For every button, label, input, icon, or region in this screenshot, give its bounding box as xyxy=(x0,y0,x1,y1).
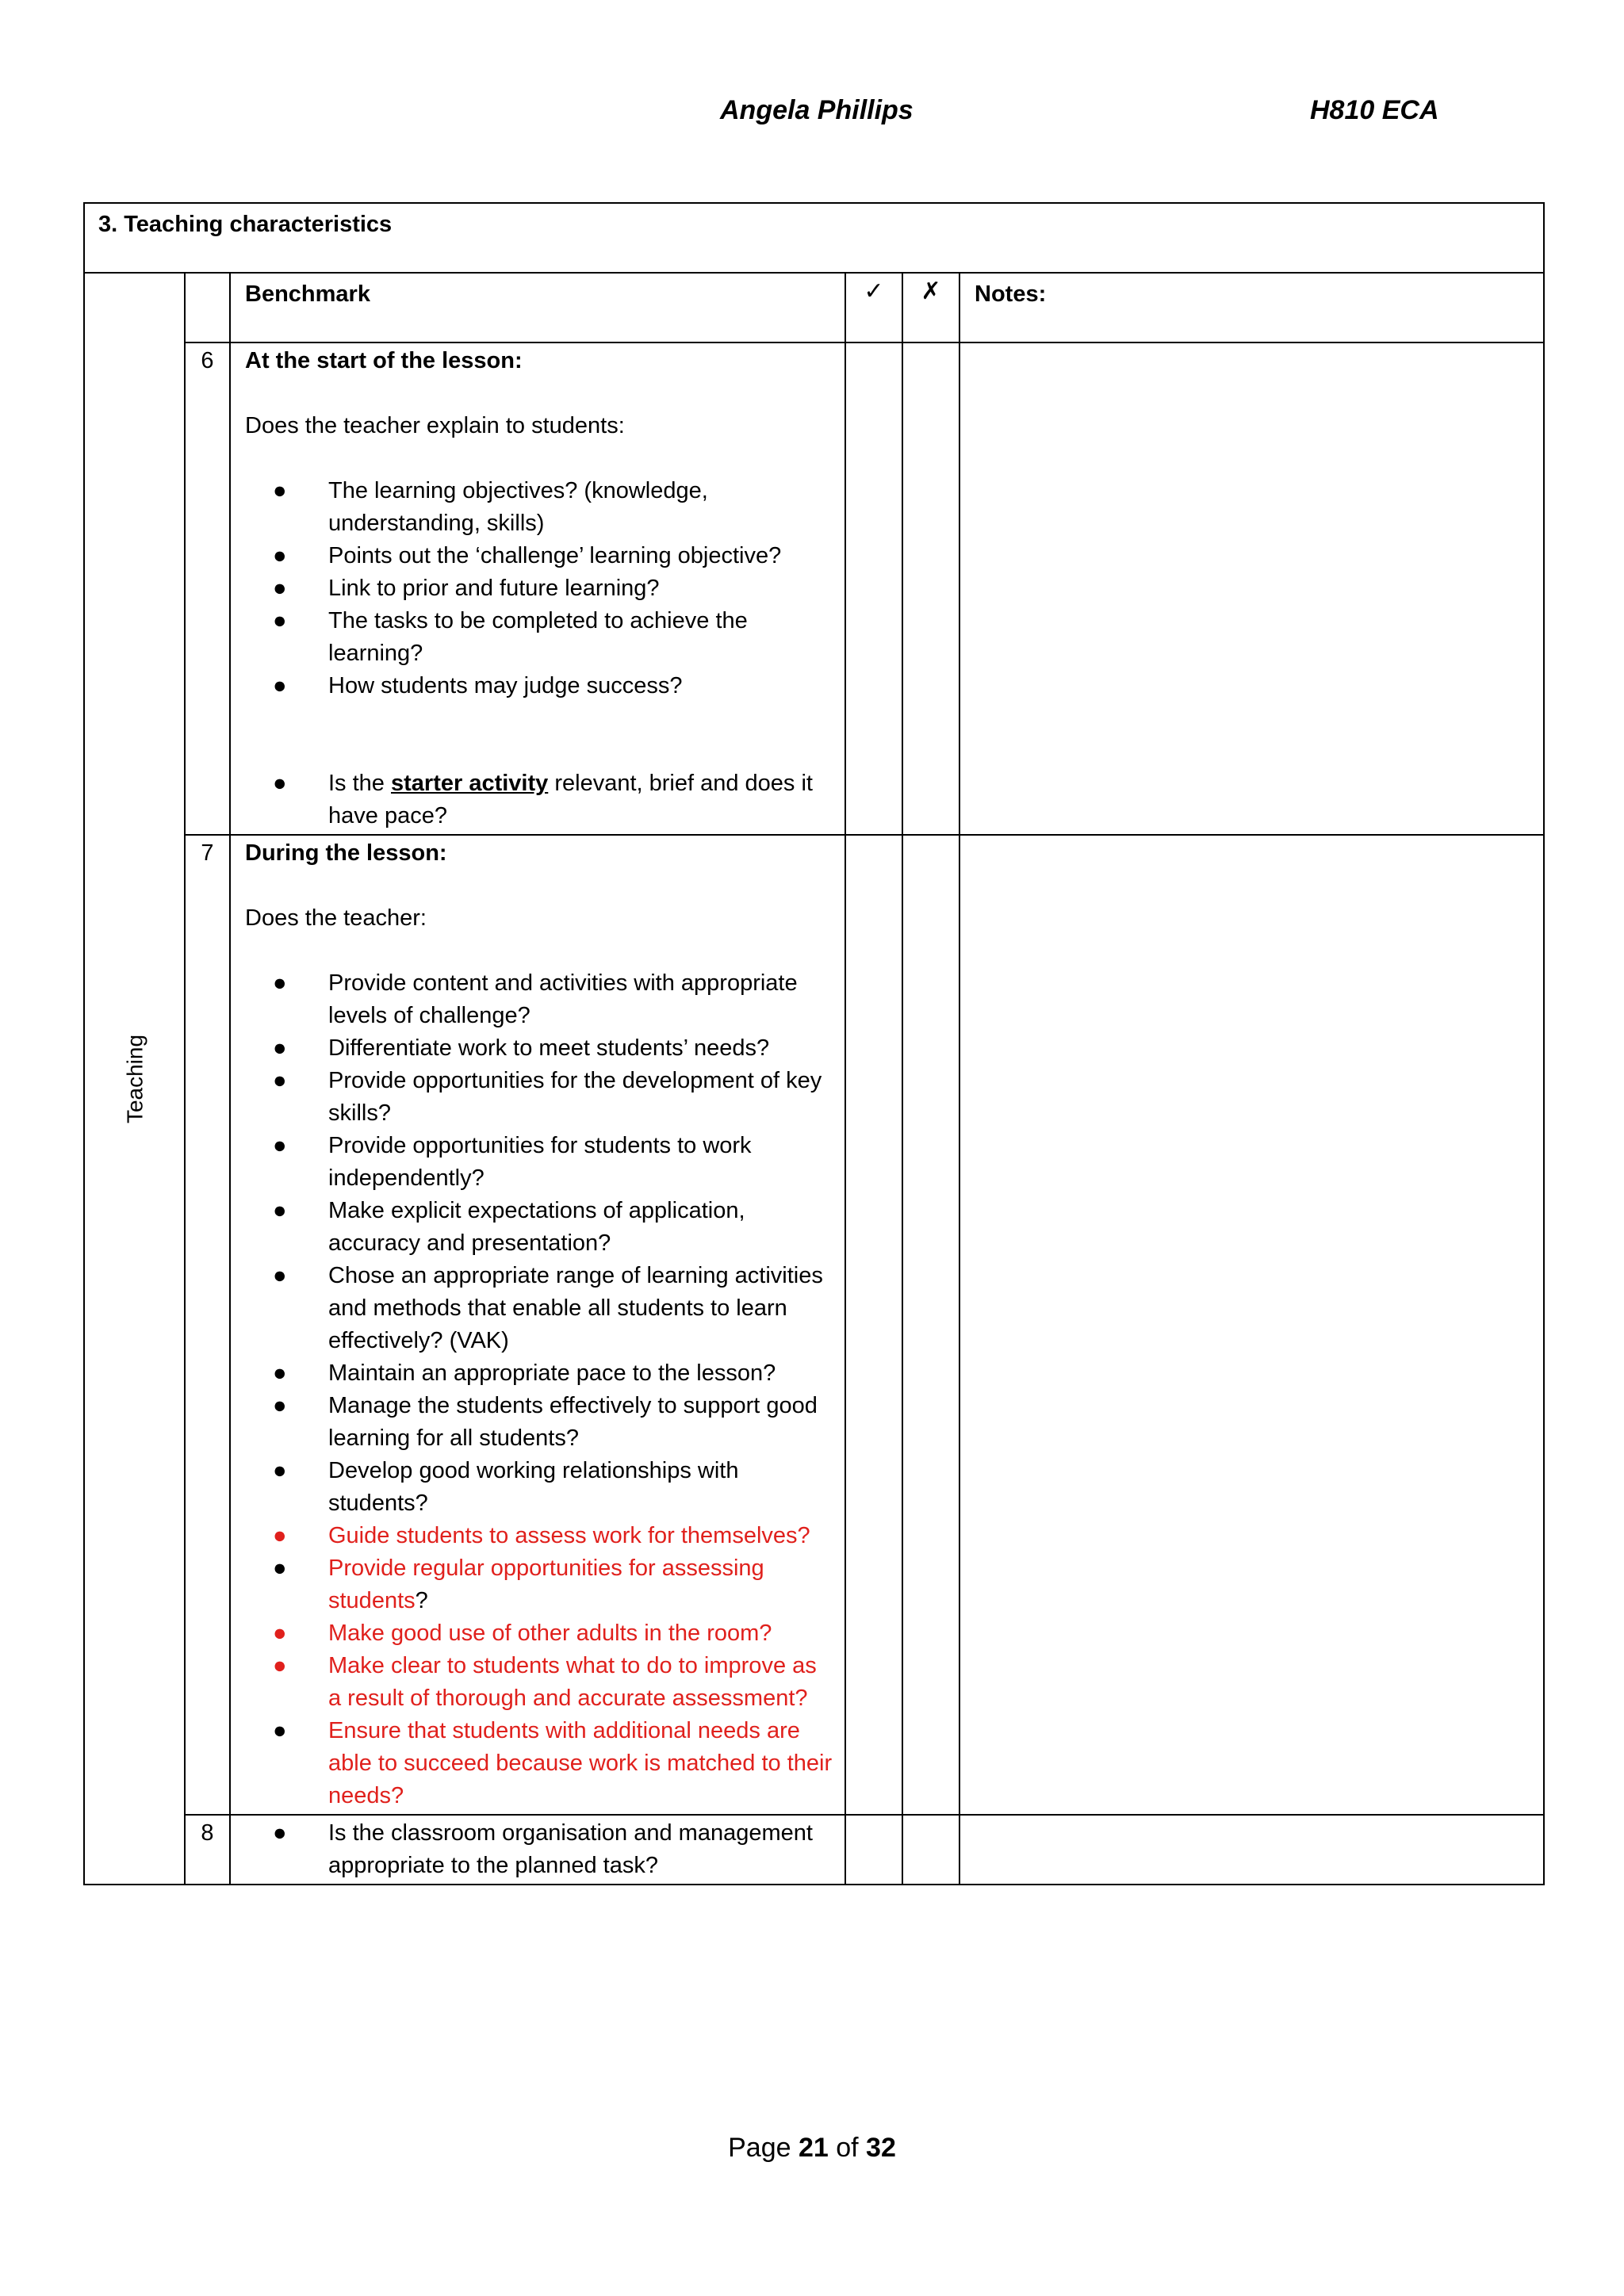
list-item: ● Make explicit expectations of application, accuracy and presentation? xyxy=(273,1198,745,1256)
teaching-characteristics-table xyxy=(83,202,1545,1885)
list-item-highlighted: ● Guide students to assess work for themselves? xyxy=(273,1523,810,1548)
list-item: ● Develop good working relationships with students? xyxy=(273,1458,739,1516)
bullet-list xyxy=(245,1817,835,1882)
list-item: ● Chose an appropriate range of learning activities and methods that enable all students to learn effectively? (VAK) xyxy=(273,1263,823,1353)
tick-cell[interactable] xyxy=(845,1815,902,1885)
bullet-list xyxy=(245,475,835,702)
list-item: ● Maintain an appropriate pace to the lesson? xyxy=(273,1360,776,1386)
cross-cell[interactable] xyxy=(902,342,959,835)
list-item: ● Is the starter activity relevant, brief and does it have pace? xyxy=(273,771,813,828)
list-item: ● Differentiate work to meet students’ needs? xyxy=(273,1035,770,1061)
section-title: 3. Teaching characteristics xyxy=(84,203,1544,273)
cross-cell[interactable] xyxy=(902,1815,959,1885)
row-intro: Does the teacher: xyxy=(245,905,427,931)
list-item-highlighted: ● Make clear to students what to do to improve as a result of thorough and accurate assessment? xyxy=(273,1653,817,1711)
benchmark-cell xyxy=(230,835,845,1815)
cross-header-icon: ✗ xyxy=(902,273,959,342)
list-item-highlighted: ● Make good use of other adults in the room? xyxy=(273,1621,772,1646)
table-row xyxy=(84,835,1544,1815)
list-item: ● Link to prior and future learning? xyxy=(273,576,660,601)
table-row xyxy=(84,1815,1544,1885)
list-item: ● Points out the ‘challenge’ learning objective? xyxy=(273,543,782,568)
benchmark-header: Benchmark xyxy=(230,273,845,342)
bullet-list xyxy=(245,967,835,1812)
table-row xyxy=(84,342,1544,835)
tick-cell[interactable] xyxy=(845,835,902,1815)
page-footer: Page 21 of 32 xyxy=(728,2133,896,2163)
notes-header: Notes: xyxy=(959,273,1544,342)
list-item: ● How students may judge success? xyxy=(273,673,683,698)
starter-activity-emphasis: starter activity xyxy=(391,771,549,796)
cross-cell[interactable] xyxy=(902,835,959,1815)
notes-cell[interactable] xyxy=(959,835,1544,1815)
header-course-code: H810 ECA xyxy=(1310,95,1439,125)
row-intro: Does the teacher explain to students: xyxy=(245,413,625,438)
current-page-number: 21 xyxy=(798,2133,829,2163)
list-item: ● Provide content and activities with appropriate levels of challenge? xyxy=(273,970,798,1028)
notes-cell[interactable] xyxy=(959,1815,1544,1885)
tick-cell[interactable] xyxy=(845,342,902,835)
list-item: ● The tasks to be completed to achieve the learning? xyxy=(273,608,748,666)
row-number: 8 xyxy=(185,1815,230,1885)
header-author: Angela Phillips xyxy=(720,95,914,125)
benchmark-cell xyxy=(230,342,845,835)
bullet-list xyxy=(245,767,835,832)
notes-cell[interactable] xyxy=(959,342,1544,835)
number-header xyxy=(185,273,230,342)
benchmark-cell xyxy=(230,1815,845,1885)
list-item: ● The learning objectives? (knowledge, understanding, skills) xyxy=(273,478,708,536)
list-item: ● Provide opportunities for students to work independently? xyxy=(273,1133,752,1191)
side-label: Teaching xyxy=(122,1034,147,1123)
side-label-cell xyxy=(84,273,185,1885)
total-pages-number: 32 xyxy=(866,2133,896,2163)
row-heading: During the lesson: xyxy=(245,840,447,866)
list-item: ● Provide opportunities for the development of key skills? xyxy=(273,1068,822,1126)
tick-header-icon: ✓ xyxy=(845,273,902,342)
row-heading: At the start of the lesson: xyxy=(245,348,523,373)
row-number: 7 xyxy=(185,835,230,1815)
row-number: 6 xyxy=(185,342,230,835)
list-item: ● Manage the students effectively to support good learning for all students? xyxy=(273,1393,818,1451)
list-item-highlighted: ● Provide regular opportunities for assessing students? xyxy=(273,1556,764,1613)
list-item-highlighted: ● Ensure that students with additional needs are able to succeed because work is matched to their needs? xyxy=(273,1718,833,1808)
list-item: ● Is the classroom organisation and management appropriate to the planned task? xyxy=(273,1820,813,1878)
